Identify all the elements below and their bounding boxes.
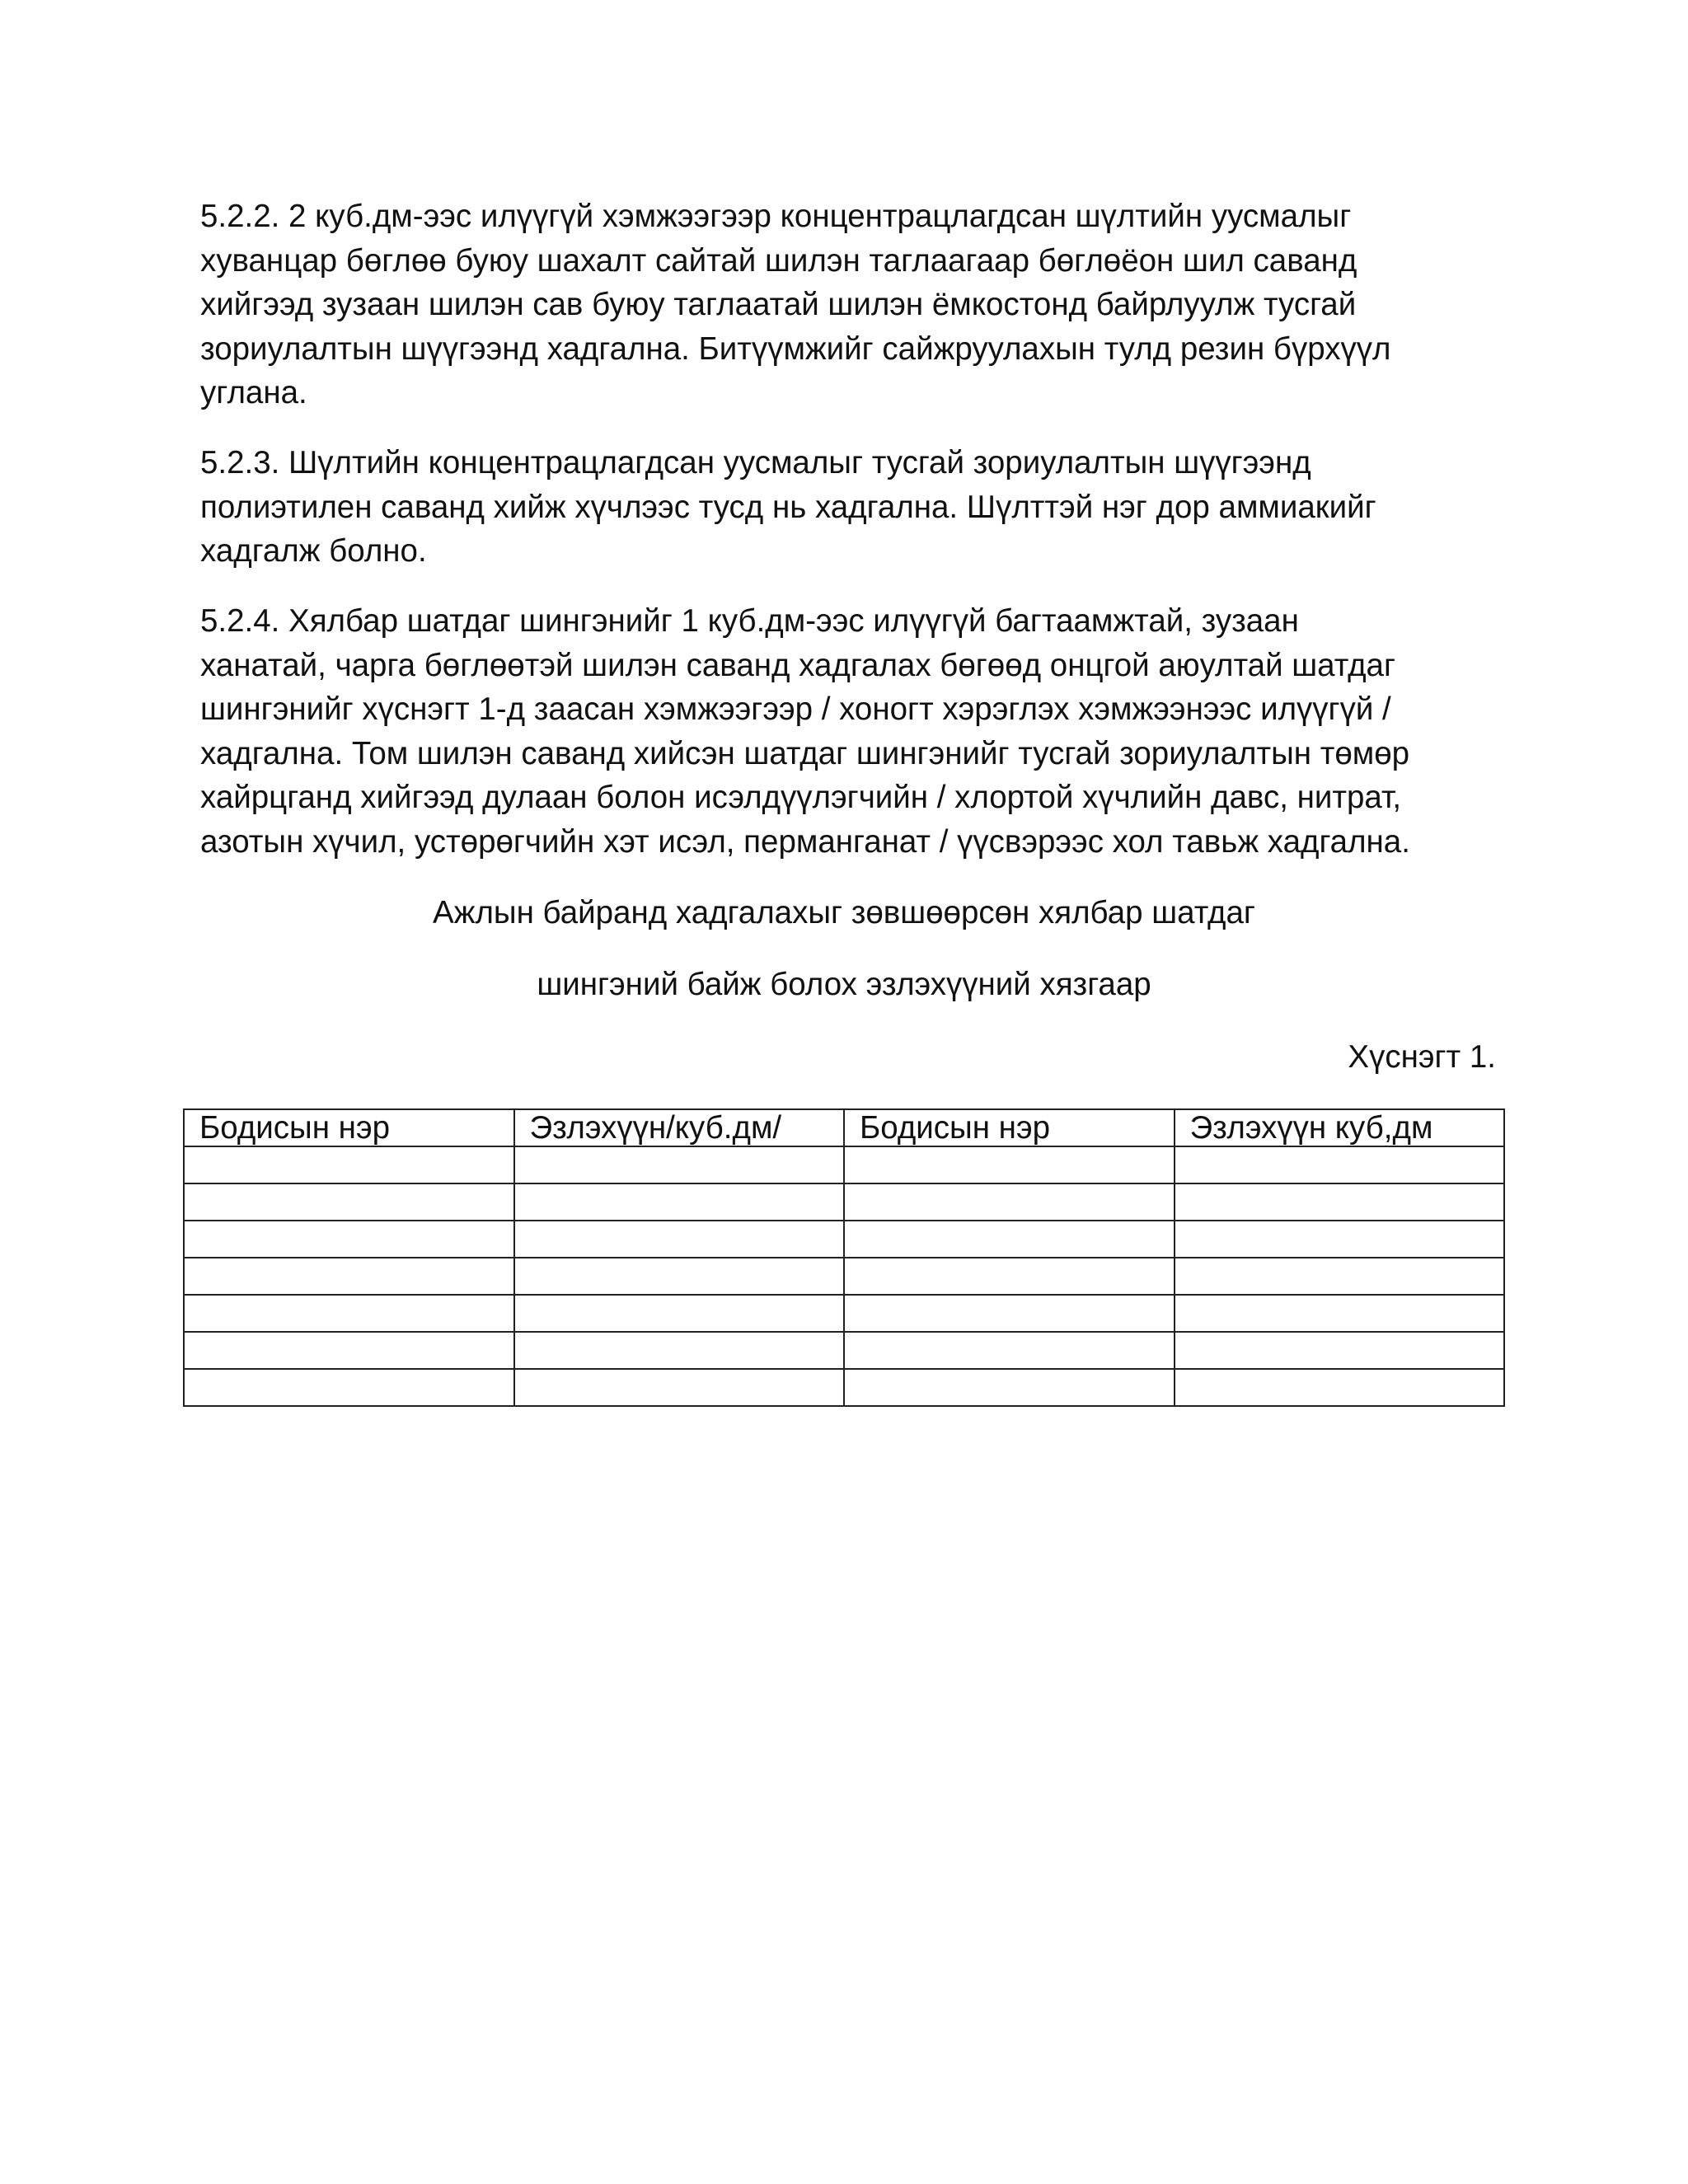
table-cell (1175, 1332, 1505, 1369)
table-cell (514, 1221, 845, 1258)
table-cell (844, 1221, 1175, 1258)
table-number-label: Хүснэгт 1. (1348, 1039, 1496, 1075)
table-row (184, 1332, 1504, 1369)
paragraph-line: ханатай, чарга бөглөөтэй шилэн саванд хадгалах бөгөөд онцгой аюултай шатдаг (200, 647, 1396, 683)
table-cell (514, 1369, 845, 1406)
table-cell (1175, 1258, 1505, 1295)
table-cell (184, 1369, 514, 1406)
table-cell (844, 1146, 1175, 1183)
paragraph-line: хайрцганд хийгээд дулаан болон исэлдүүлэгчийн / хлортой хүчлийн давс, нитрат, (200, 780, 1402, 815)
table-cell (1175, 1295, 1505, 1332)
table-cell (1175, 1221, 1505, 1258)
table-row (184, 1221, 1504, 1258)
table-cell (184, 1258, 514, 1295)
table-header-row (184, 1109, 1504, 1146)
paragraph-line: хийгээд зузаан шилэн сав буюу таглаатай шилэн ёмкостонд байрлуулж тусгай (200, 287, 1357, 322)
table-cell (184, 1332, 514, 1369)
table-cell (1175, 1146, 1505, 1183)
table-cell (514, 1332, 845, 1369)
paragraph-5-2-2 (200, 194, 1511, 415)
table-cell (184, 1146, 514, 1183)
table-cell (844, 1183, 1175, 1221)
table-cell (514, 1258, 845, 1295)
table-cell (514, 1295, 845, 1332)
table-caption-line-1: Ажлын байранд хадгалахыг зөвшөөрсөн хялбар шатдаг (433, 895, 1255, 930)
paragraph-line: 5.2.3. Шүлтийн концентрацлагдсан уусмалыг тусгай зориулалтын шүүгээнд (200, 445, 1311, 480)
table-cell (844, 1295, 1175, 1332)
table-cell (184, 1183, 514, 1221)
table-cell (844, 1369, 1175, 1406)
paragraph-line: углана. (200, 375, 307, 410)
paragraph-line: хуванцар бөглөө буюу шахалт сайтай шилэн таглаагаар бөглөёон шил саванд (200, 242, 1357, 279)
paragraph-5-2-4 (200, 599, 1511, 864)
table-row (184, 1183, 1504, 1221)
table-cell (514, 1146, 845, 1183)
paragraph-line: 5.2.2. 2 куб.дм-ээс илүүгүй хэмжээгээр концентрацлагдсан шүлтийн уусмалыг (200, 199, 1352, 234)
paragraph-5-2-3 (200, 441, 1511, 574)
table-row (184, 1369, 1504, 1406)
table-cell (1175, 1183, 1505, 1221)
table-cell (844, 1332, 1175, 1369)
table-cell (184, 1221, 514, 1258)
paragraph-line: хадгалж болно. (200, 533, 427, 569)
header-volume-2: Эзлэхүүн куб,дм (1175, 1109, 1505, 1146)
header-substance-name-1: Бодисын нэр (184, 1109, 514, 1146)
paragraph-line: азотын хүчил, устөрөгчийн хэт исэл, перманганат / үүсвэрээс хол тавьж хадгална. (200, 823, 1410, 860)
table-row (184, 1146, 1504, 1183)
paragraph-line: хадгална. Том шилэн саванд хийсэн шатдаг шингэнийг тусгай зориулалтын төмөр (200, 735, 1410, 771)
paragraph-line: 5.2.4. Хялбар шатдаг шингэнийг 1 куб.дм-ээс илүүгүй багтаамжтай, зузаан (200, 603, 1299, 639)
paragraph-line: шингэнийг хүснэгт 1-д заасан хэмжээгээр / хоногт хэрэглэх хэмжээнээс илүүгүй / (200, 691, 1391, 727)
table-row (184, 1295, 1504, 1332)
table-cell (844, 1258, 1175, 1295)
table-body (184, 1146, 1504, 1406)
substance-volume-table (183, 1108, 1505, 1407)
table-cell (184, 1295, 514, 1332)
table-cell (1175, 1369, 1505, 1406)
table-cell (514, 1183, 845, 1221)
header-substance-name-2: Бодисын нэр (844, 1109, 1175, 1146)
paragraph-line: зориулалтын шүүгээнд хадгална. Битүүмжийг сайжруулахын тулд резин бүрхүүл (200, 330, 1391, 367)
paragraph-line: полиэтилен саванд хийж хүчлээс тусд нь хадгална. Шүлттэй нэг дор аммиакийг (200, 489, 1376, 525)
table-row (184, 1258, 1504, 1295)
table-caption-line-2: шингэний байж болох эзлэхүүний хязгаар (537, 967, 1151, 1002)
header-volume-1: Эзлэхүүн/куб.дм/ (514, 1109, 845, 1146)
